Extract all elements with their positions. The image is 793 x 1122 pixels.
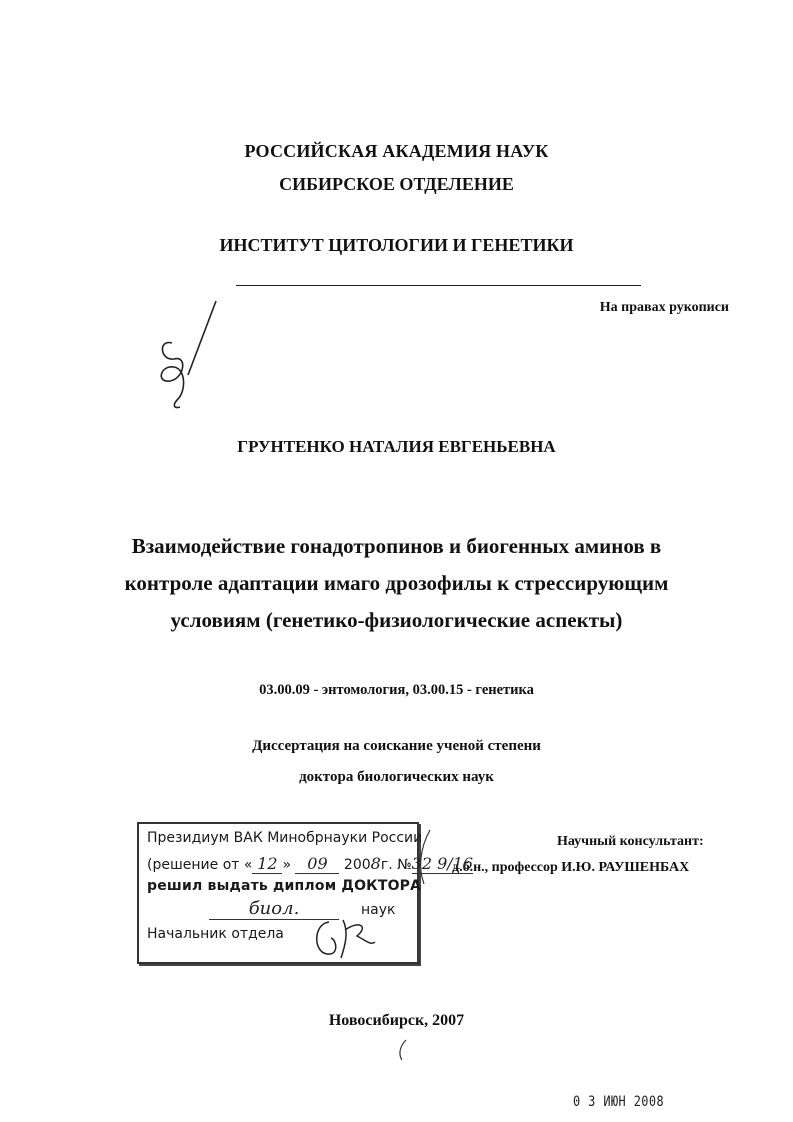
title-line: Взаимодействие гонадотропинов и биогенных аминов в (131, 534, 662, 558)
specialty-codes: 03.00.09 - энтомология, 03.00.15 - генетика (259, 682, 534, 698)
stamp-decision-prefix: (решение от « (147, 857, 253, 873)
handwritten-mark (410, 828, 440, 888)
stamp-signature (309, 912, 379, 962)
stamp-year-digit: 8 (370, 854, 381, 873)
author-name: ГРУНТЕНКО НАТАЛИЯ ЕВГЕНЬЕВНА (237, 437, 556, 456)
title-line: контроле адаптации имаго дрозофилы к стрессирующим (124, 571, 669, 595)
handwritten-tick (396, 1038, 412, 1062)
vak-approval-stamp (137, 822, 474, 964)
stamp-mid: » (282, 857, 292, 873)
stamp-line-1: Президиум ВАК Минобрнауки России (147, 830, 423, 846)
degree-line-1: Диссертация на соискание ученой степени (252, 738, 541, 754)
handwritten-mark (150, 295, 230, 415)
stamp-year-suffix: г. № (380, 857, 412, 873)
manuscript-rights-label: На правах рукописи (599, 300, 729, 315)
stamp-month: 09 (295, 854, 339, 874)
received-date-stamp: 0 3 ИЮН 2008 (573, 1094, 665, 1110)
dissertation-title (100, 528, 693, 639)
stamp-field-suffix: наук (361, 902, 396, 918)
header-rule (236, 285, 641, 286)
stamp-line-5: Начальник отдела (147, 926, 284, 942)
stamp-number: 32 9/16 (411, 854, 474, 873)
organization-line-1: РОССИЙСКАЯ АКАДЕМИЯ НАУК (244, 141, 549, 161)
stamp-day: 12 (252, 854, 282, 874)
stamp-line-3: решил выдать диплом ДОКТОРА (147, 878, 422, 894)
title-line: условиям (генетико-физиологические аспекты) (170, 608, 623, 632)
stamp-year-prefix: 200 (343, 857, 371, 873)
city-year: Новосибирск, 2007 (328, 1012, 465, 1029)
consultant-name: д.б.н., профессор И.Ю. РАУШЕНБАХ (452, 860, 690, 875)
stamp-field: биол. (209, 898, 339, 920)
organization-line-2: СИБИРСКОЕ ОТДЕЛЕНИЕ (279, 174, 514, 194)
degree-line-2: доктора биологических наук (299, 769, 494, 785)
institute-name: ИНСТИТУТ ЦИТОЛОГИИ И ГЕНЕТИКИ (219, 235, 574, 255)
consultant-label: Научный консультант: (557, 834, 704, 849)
